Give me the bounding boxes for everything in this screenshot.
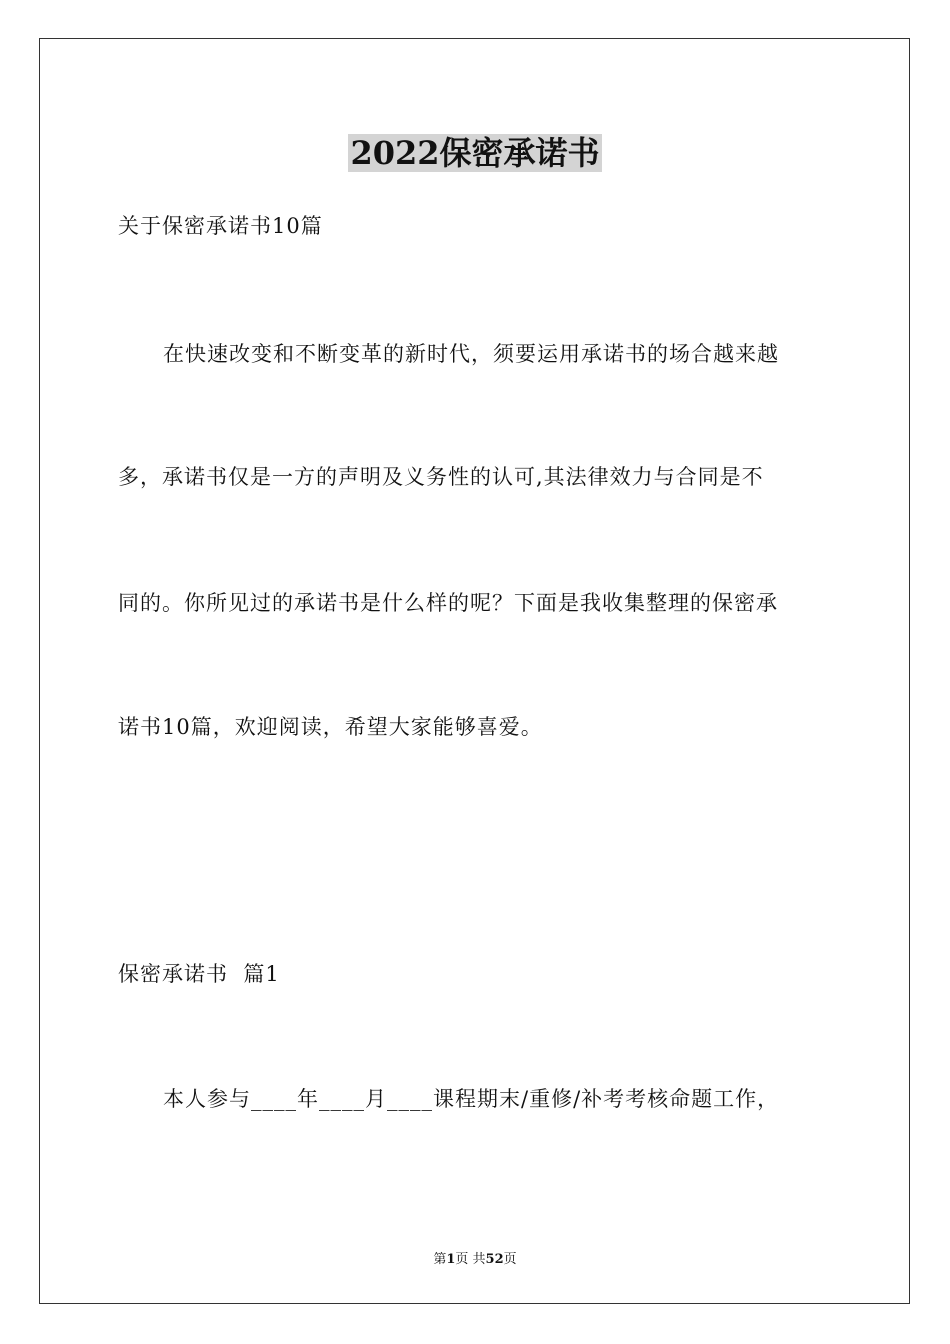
footer-page-current: 1 — [446, 1252, 456, 1267]
intro-line-3: 同的。你所见过的承诺书是什么样的呢？下面是我收集整理的保密承 — [118, 591, 778, 615]
intro-line-1: 在快速改变和不断变革的新时代，须要运用承诺书的场合越来越 — [163, 342, 779, 366]
title-text: 2022保密承诺书 — [350, 134, 600, 172]
intro-line-4: 诺书10篇，欢迎阅读，希望大家能够喜爱。 — [118, 715, 543, 739]
intro-line-2: 多，承诺书仅是一方的声明及义务性的认可,其法律效力与合同是不 — [118, 465, 764, 489]
footer-prefix: 第 — [433, 1252, 447, 1267]
section-heading: 保密承诺书 篇1 — [118, 962, 280, 986]
document-title — [0, 128, 950, 174]
subtitle: 关于保密承诺书10篇 — [118, 214, 323, 238]
footer-page-total: 52 — [485, 1252, 504, 1267]
page-footer — [0, 1248, 950, 1267]
section-first-line: 本人参与____年____月____课程期末/重修/补考考核命题工作， — [163, 1087, 780, 1111]
footer-mid: 页 共 — [455, 1252, 486, 1267]
footer-suffix: 页 — [503, 1252, 517, 1267]
